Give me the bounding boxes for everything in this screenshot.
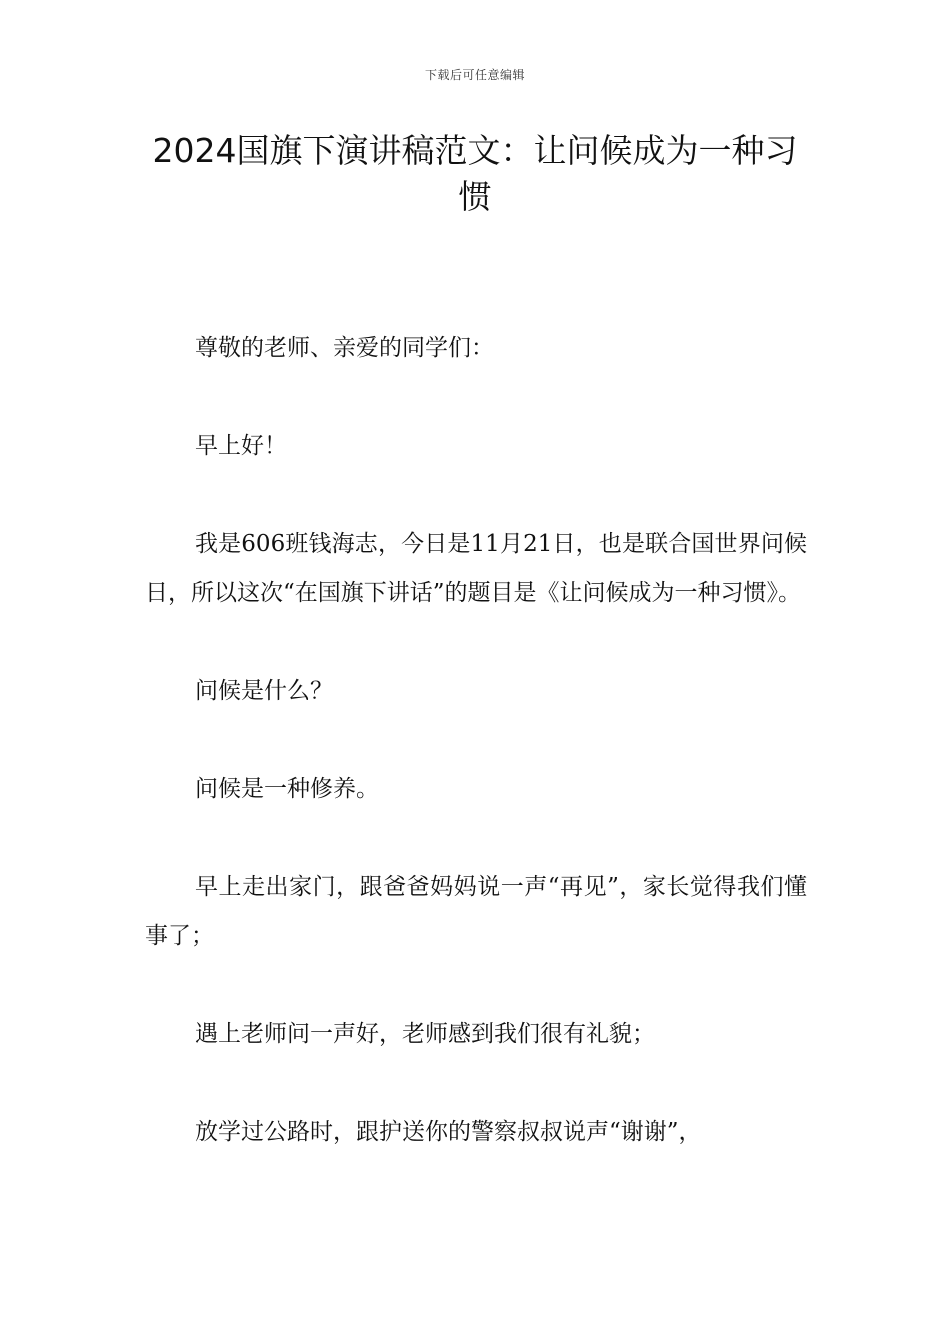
paragraph-salutation: 尊敬的老师、亲爱的同学们： xyxy=(195,335,494,361)
document-body xyxy=(145,324,807,1206)
paragraph-example-teacher: 遇上老师问一声好，老师感到我们很有礼貌； xyxy=(195,1021,655,1047)
paragraph-answer: 问候是一种修养。 xyxy=(195,776,379,802)
paragraph-greeting: 早上好！ xyxy=(195,433,287,459)
paragraph-example-police: 放学过公路时，跟护送你的警察叔叔说声“谢谢”， xyxy=(195,1119,702,1145)
paragraph-introduction: 我是606班钱海志，今日是11月21日，也是联合国世界问候日，所以这次“在国旗下讲话”的题目是《让问候成为一种习惯》。 xyxy=(145,531,807,606)
header-note: 下载后可任意编辑 xyxy=(424,68,525,82)
paragraph-example-home: 早上走出家门，跟爸爸妈妈说一声“再见”，家长觉得我们懂事了； xyxy=(145,874,807,949)
document-title: 2024国旗下演讲稿范文：让问候成为一种习惯 xyxy=(152,131,798,216)
paragraph-question: 问候是什么？ xyxy=(195,678,333,704)
